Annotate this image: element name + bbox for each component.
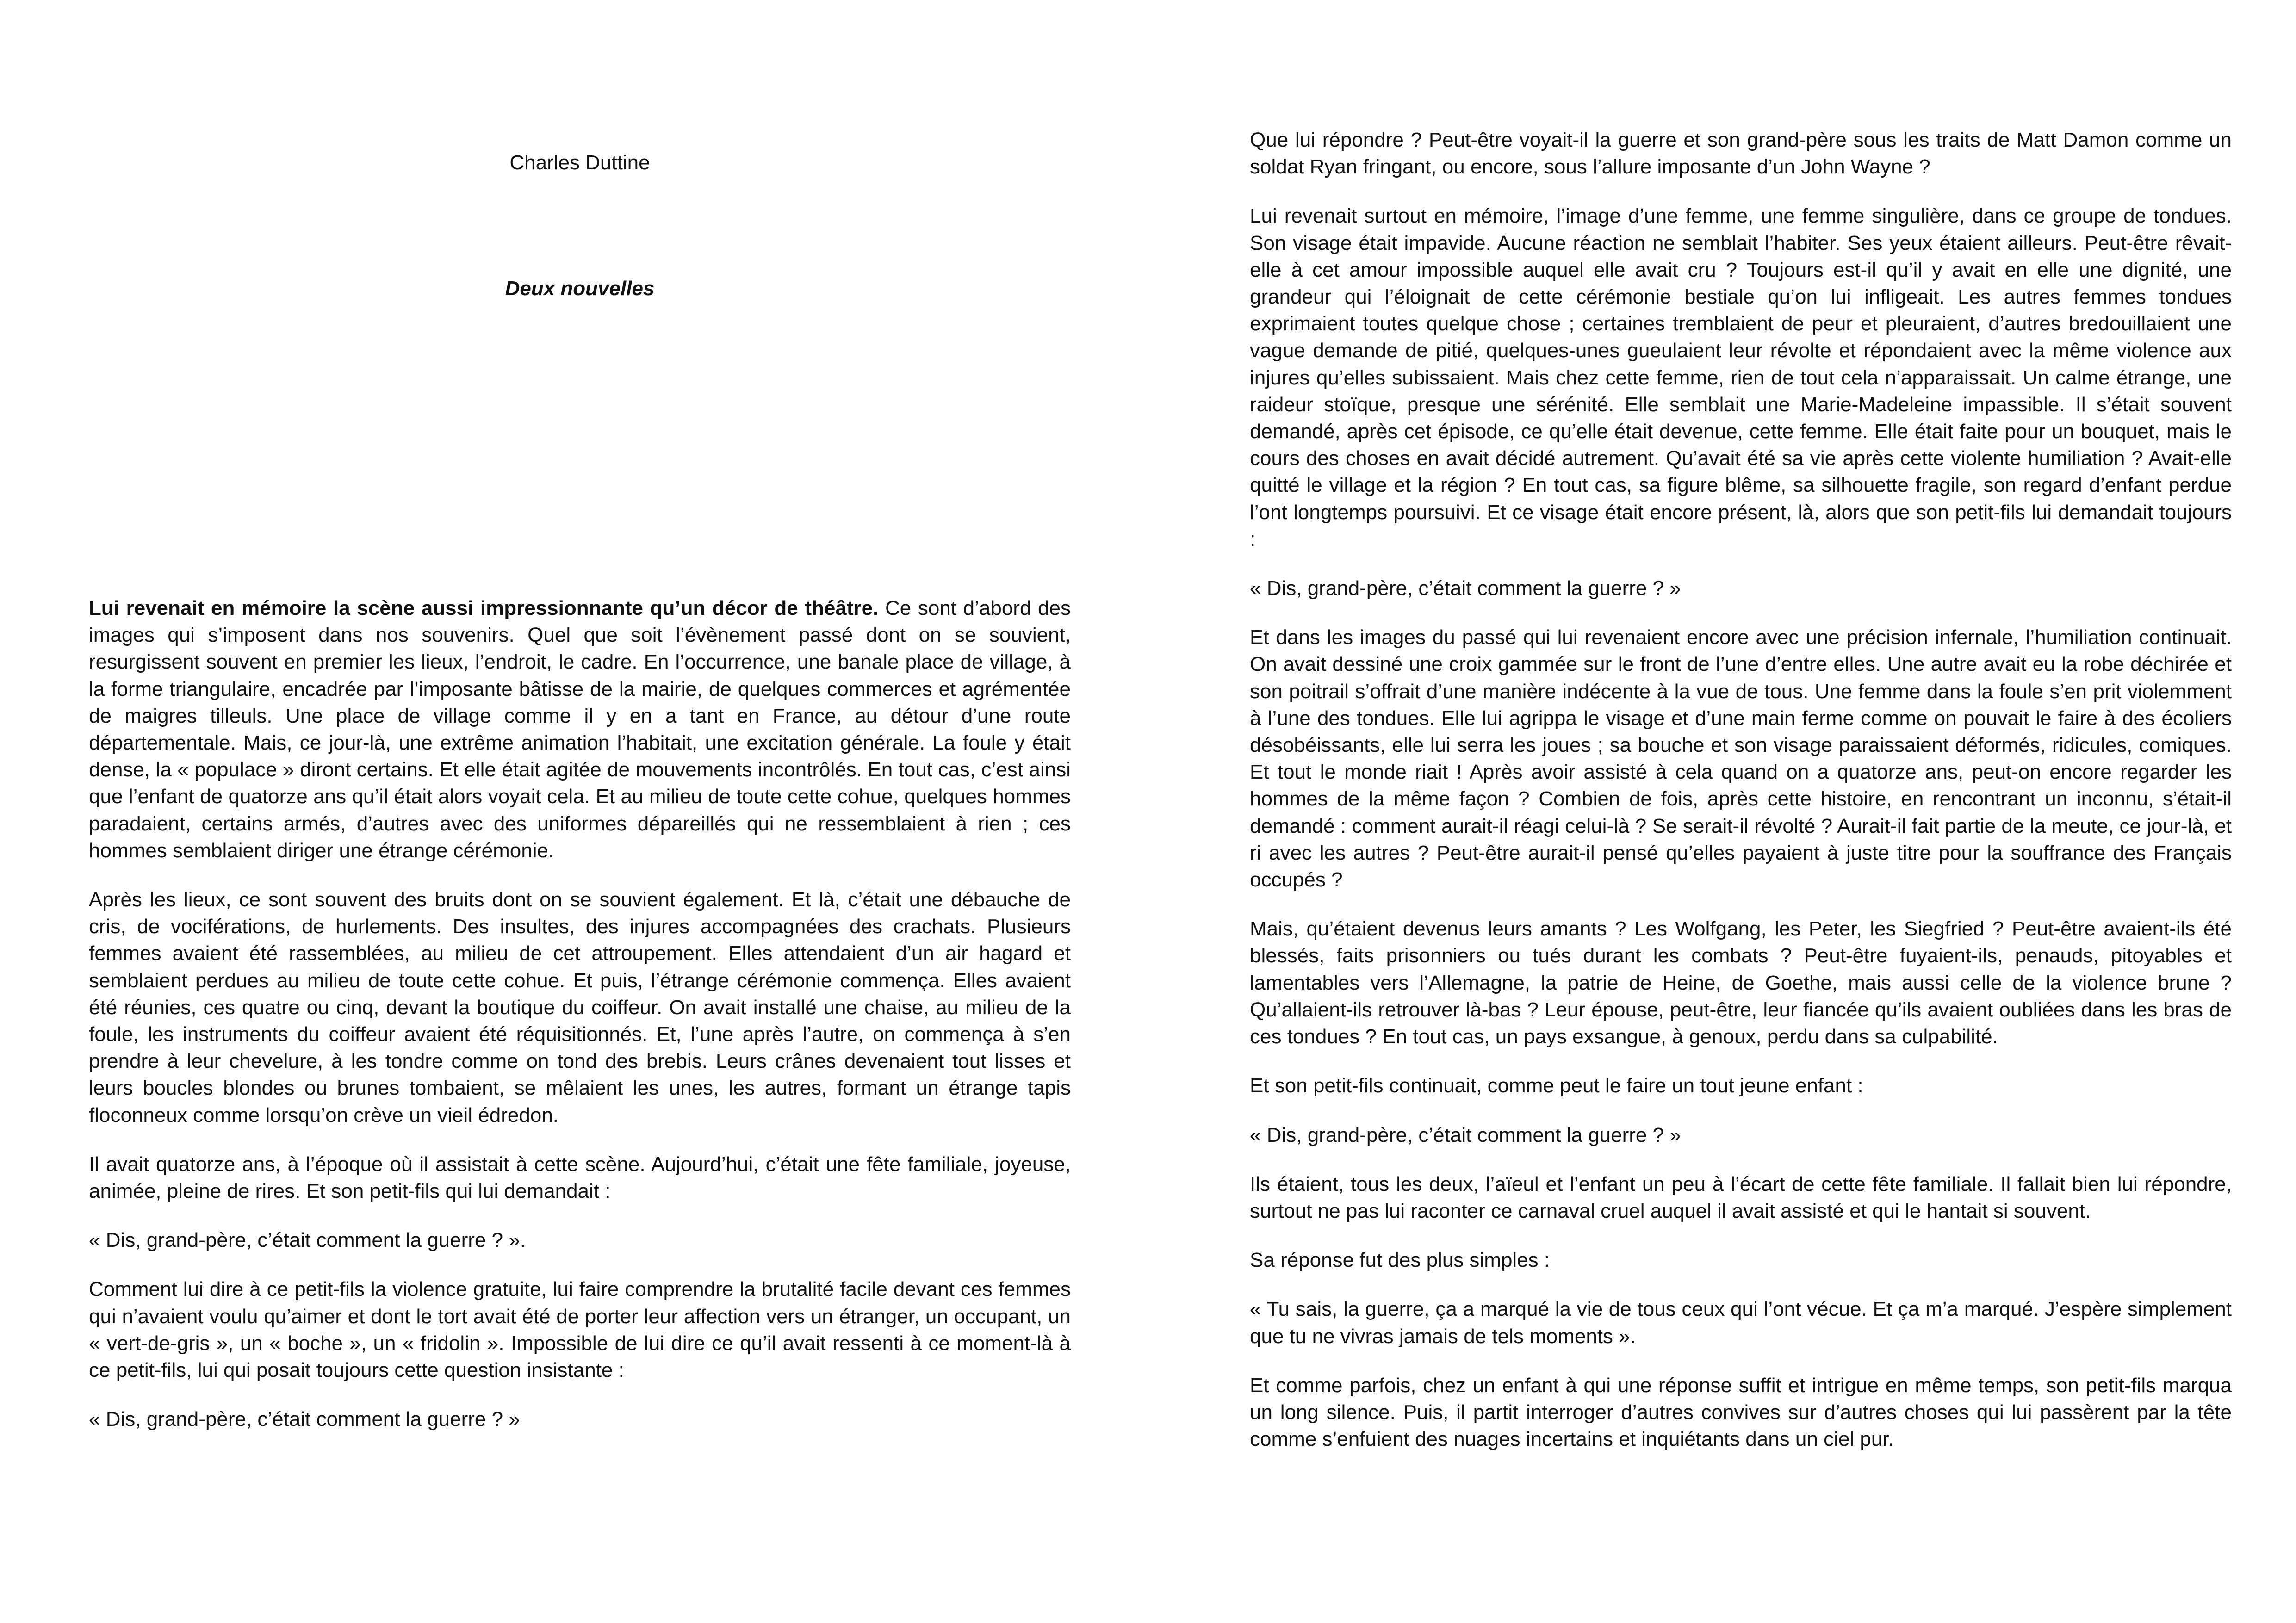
author-name: Charles Duttine bbox=[509, 151, 650, 174]
paragraph: Il avait quatorze ans, à l’époque où il assistait à cette scène. Aujourd’hui, c’était une fête familiale, joyeuse, animée, pleine de rires. Et son petit-fils qui lui demandait : bbox=[89, 1152, 1071, 1203]
dialogue-line: « Tu sais, la guerre, ça a marqué la vie de tous ceux qui l’ont vécue. Et ça m’a marqué. J’espère simplement que tu ne vivras jamais de tels moments ». bbox=[1250, 1298, 2232, 1348]
paragraph: Et comme parfois, chez un enfant à qui une réponse suffit et intrigue en même temps, son petit-fils marqua un long silence. Puis, il partit interroger d’autres convives sur d’autres choses qui lui passèrent par la tête comme s’enfuient des nuages incertains et inquiétants dans un ciel pur. bbox=[1250, 1374, 2232, 1451]
paragraph-text: Ce sont d’abord des images qui s’imposent dans nos souvenirs. Quel que soit l’évènement passé dont on se souvient, resurgissent souvent en premier les lieux, l’endroit, le cadre. En l’occurrence, une banale place de village, à la forme triangulaire, encadrée par l’imposante bâtisse de la mairie, de quelques commerces et agrémentée de maigres tilleuls. Une place de village comme il y en a tant en France, au détour d’une route départementale. Mais, ce jour-là, une extrême animation l’habitait, une excitation générale. La foule y était dense, la « populace » diront certains. Et elle était agitée de mouvements incontrôlés. En tout cas, c’est ainsi que l’enfant de quatorze ans qu’il était alors voyait cela. Et au milieu de toute cette cohue, quelques hommes paradaient, certains armés, d’autres avec des uniformes dépareillés qui ne ressemblaient à rien ; ces hommes semblaient diriger une étrange cérémonie. bbox=[89, 597, 1071, 862]
paragraph: Que lui répondre ? Peut-être voyait-il la guerre et son grand-père sous les traits de Matt Damon comme un soldat Ryan fringant, ou encore, sous l’allure imposante d’un John Wayne ? bbox=[1250, 129, 2232, 179]
paragraph: Et dans les images du passé qui lui revenaient encore avec une précision infernale, l’humiliation continuait. On avait dessiné une croix gammée sur le front de l’une d’entre elles. Une autre avait eu la robe déchirée et son poitrail s’offrait d’une manière indécente à la vue de tous. Une femme dans la foule s’en prit violemment à l’une des tondues. Elle lui agrippa le visage et d’une main ferme comme on pouvait le faire à des écoliers désobéissants, elle lui serra les joues ; sa bouche et son visage paraissaient déformés, ridicules, comiques. Et tout le monde riait ! Après avoir assisté à cela quand on a quatorze ans, peut-on encore regarder les hommes de la même façon ? Combien de fois, après cette histoire, en rencontrant un inconnu, s’était-il demandé : comment aurait-il réagi celui-là ? Se serait-il révolté ? Aurait-il fait partie de la meute, ce jour-là, et ri avec les autres ? Peut-être aurait-il pensé qu’elles payaient à juste titre pour la souffrance des Français occupés ? bbox=[1250, 626, 2232, 892]
dialogue-line: « Dis, grand-père, c’était comment la guerre ? » bbox=[89, 1408, 520, 1431]
paragraph: Comment lui dire à ce petit-fils la violence gratuite, lui faire comprendre la brutalité facile devant ces femmes qui n’avaient voulu qu’aimer et dont le tort avait été de porter leur affection vers un étranger, un occupant, un « vert-de-gris », un « boche », un « fridolin ». Impossible de lui dire ce qu’il avait ressenti à ce moment-là à ce petit-fils, lui qui posait toujours cette question insistante : bbox=[89, 1278, 1071, 1382]
paragraph: Après les lieux, ce sont souvent des bruits dont on se souvient également. Et là, c’était une débauche de cris, de vociférations, de hurlements. Des insultes, des injures accompagnées des crachats. Plusieurs femmes avaient été rassemblées, au milieu de cet attroupement. Elles attendaient d’un air hagard et semblaient perdues au milieu de toute cette cohue. Et puis, l’étrange cérémonie commença. Elles avaient été réunies, ces quatre ou cinq, devant la boutique du coiffeur. On avait installé une chaise, au milieu de la foule, les instruments du coiffeur avaient été réquisitionnés. Et, l’une après l’autre, on commença à s’en prendre à leur chevelure, à les tondre comme on tond des brebis. Leurs crânes devenaient tout lisses et leurs boucles blondes ou brunes tombaient, se mêlaient les unes, les autres, formant un étrange tapis floconneux comme lorsqu’on crève un vieil édredon. bbox=[89, 888, 1071, 1127]
paragraph: Ils étaient, tous les deux, l’aïeul et l’enfant un peu à l’écart de cette fête familiale. Il fallait bien lui répondre, surtout ne pas lui raconter ce carnaval cruel auquel il avait assisté et qui le hantait si souvent. bbox=[1250, 1172, 2232, 1222]
paragraph: Lui revenait surtout en mémoire, l’image d’une femme, une femme singulière, dans ce groupe de tondues. Son visage était impavide. Aucune réaction ne semblait l’habiter. Ses yeux étaient ailleurs. Peut-être rêvait-elle à cet amour impossible auquel elle avait cru ? Toujours est-il qu’il y avait en elle une dignité, une grandeur qui l’éloignait de cette cérémonie bestiale qu’on lui infligeait. Les autres femmes tondues exprimaient toutes quelque chose ; certaines tremblaient de peur et pleuraient, d’autres bredouillaient une vague demande de pitié, quelques-unes gueulaient leur révolte et répondaient avec la même violence aux injures qu’elles subissaient. Mais chez cette femme, rien de tout cela n’apparaissait. Un calme étrange, une raideur stoïque, presque une sérénité. Elle semblait une Marie-Madeleine impassible. Il s’était souvent demandé, après cet épisode, ce qu’elle était devenue, cette femme. Elle était faite pour un bouquet, mais le cours des choses en avait décidé autrement. Qu’avait été sa vie après cette violente humiliation ? Avait-elle quitté le village et la région ? En tout cas, sa figure blême, sa silhouette fragile, son regard d’enfant perdue l’ont longtemps poursuivi. Et ce visage était encore présent, là, alors que son petit-fils lui demandait toujours : bbox=[1250, 204, 2232, 551]
right-column-text bbox=[1250, 127, 2232, 1475]
dialogue-line: « Dis, grand-père, c’était comment la guerre ? ». bbox=[89, 1229, 526, 1252]
opening-sentence: Lui revenait en mémoire la scène aussi impressionnante qu’un décor de théâtre. bbox=[89, 597, 879, 619]
dialogue-line: « Dis, grand-père, c’était comment la guerre ? » bbox=[1250, 1123, 1681, 1146]
book-title: Deux nouvelles bbox=[505, 277, 655, 300]
paragraph: Mais, qu’étaient devenus leurs amants ? Les Wolfgang, les Peter, les Siegfried ? Peut-être avaient-ils été blessés, faits prisonniers ou tués durant les combats ? Peut-être fuyaient-ils, penauds, pitoyables et lamentables vers l’Allemagne, la patrie de Heine, de Goethe, mais aussi celle de la violence brune ? Qu’allaient-ils retrouver là-bas ? Leur épouse, peut-être, leur fiancée qu’ils avaient oubliées dans les bras de ces tondues ? En tout cas, un pays exsangue, à genoux, perdu dans sa culpabilité. bbox=[1250, 917, 2232, 1048]
paragraph bbox=[89, 595, 1071, 864]
right-page bbox=[1148, 0, 2296, 1623]
paragraph: Sa réponse fut des plus simples : bbox=[1250, 1249, 1550, 1272]
dialogue-line: « Dis, grand-père, c’était comment la guerre ? » bbox=[1250, 577, 1681, 600]
left-column-text bbox=[89, 595, 1071, 1455]
paragraph: Et son petit-fils continuait, comme peut le faire un tout jeune enfant : bbox=[1250, 1074, 1863, 1097]
